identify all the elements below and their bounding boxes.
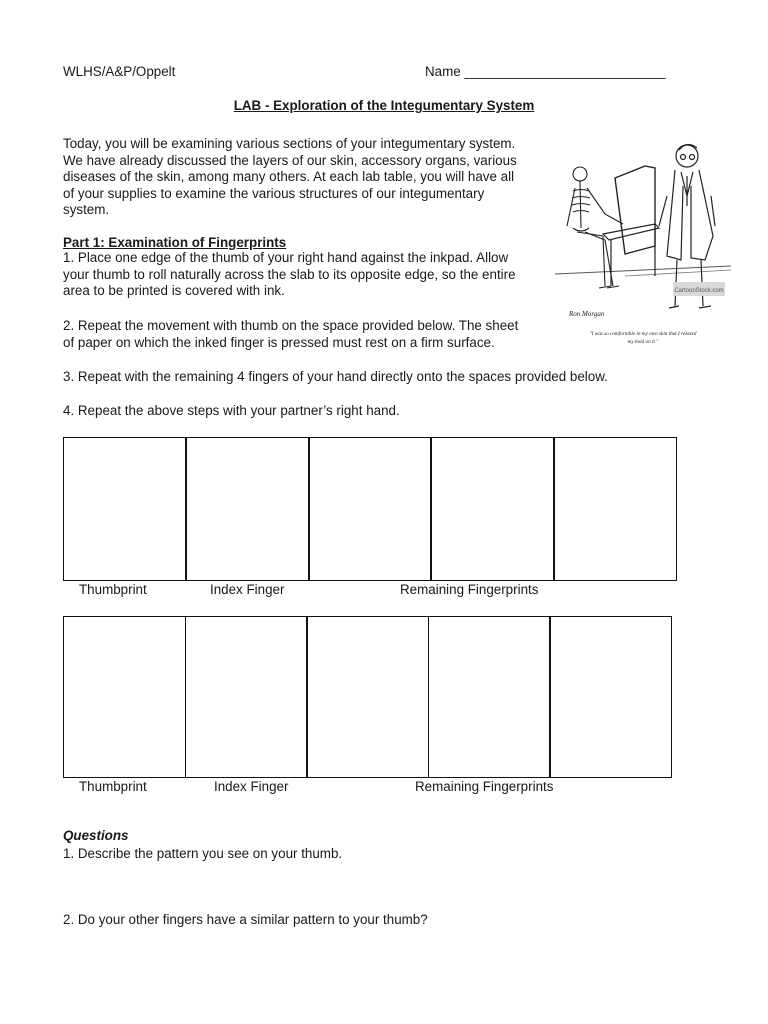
label-remaining-fingerprints: Remaining Fingerprints xyxy=(415,779,554,794)
label-index-finger: Index Finger xyxy=(214,779,289,794)
fingerprint-box-ring[interactable] xyxy=(428,616,551,778)
fingerprint-box-pinky[interactable] xyxy=(553,437,677,581)
step-2-line: of paper on which the inked finger is pressed must rest on a firm surface. xyxy=(63,334,495,350)
part1-heading: Part 1: Examination of Fingerprints xyxy=(63,235,287,250)
step-2 xyxy=(63,318,543,351)
course-code: WLHS/A&P/Oppelt xyxy=(63,64,176,79)
step-1-line: your thumb to roll naturally across the slab to its opposite edge, so the entire xyxy=(63,266,516,282)
fingerprint-box-index[interactable] xyxy=(186,437,310,581)
step-1 xyxy=(63,250,543,300)
step-3: 3. Repeat with the remaining 4 fingers of your hand directly onto the spaces provided below. xyxy=(63,369,608,384)
fingerprint-box-index[interactable] xyxy=(185,616,308,778)
step-1-line: 1. Place one edge of the thumb of your right hand against the inkpad. Allow xyxy=(63,250,509,265)
question-2: 2. Do your other fingers have a similar pattern to your thumb? xyxy=(63,912,428,927)
step-1-line: area to be printed is covered with ink. xyxy=(63,283,285,298)
fingerprint-grid-partner xyxy=(63,616,672,778)
label-thumbprint: Thumbprint xyxy=(79,582,147,597)
cartoon-signature: Ron Morgan xyxy=(569,310,605,318)
label-remaining-fingerprints: Remaining Fingerprints xyxy=(400,582,539,597)
cartoon-watermark: CartoonStock.com xyxy=(674,288,724,294)
question-1: 1. Describe the pattern you see on your thumb. xyxy=(63,846,343,861)
fingerprint-box-middle[interactable] xyxy=(306,616,429,778)
intro-line: Today, you will be examining various sections of your integumentary system. xyxy=(63,136,516,151)
fingerprint-box-thumb[interactable] xyxy=(63,616,186,778)
intro-line: of your supplies to examine the various structures of our integumentary xyxy=(63,185,485,201)
fingerprint-box-middle[interactable] xyxy=(308,437,432,581)
label-thumbprint: Thumbprint xyxy=(79,779,147,794)
fingerprint-box-ring[interactable] xyxy=(431,437,555,581)
cartoon-caption-line1: "I was so comfortable in my own skin that I relaxed xyxy=(589,331,697,337)
page-title: LAB - Exploration of the Integumentary System xyxy=(233,98,535,113)
cartoon-caption-line2: my hold on it." xyxy=(627,339,659,345)
fingerprint-box-thumb[interactable] xyxy=(63,437,187,581)
intro-line: diseases of the skin, among many others. At each lab table, you will have all xyxy=(63,169,515,184)
intro-paragraph xyxy=(63,136,543,219)
fingerprint-box-pinky[interactable] xyxy=(549,616,672,778)
name-field-label: Name ___________________________ xyxy=(425,64,666,79)
fingerprint-grid-self xyxy=(63,437,677,581)
intro-line: We have already discussed the layers of our skin, accessory organs, various xyxy=(63,152,517,168)
step-4: 4. Repeat the above steps with your partner’s right hand. xyxy=(63,403,400,418)
skeleton-cartoon xyxy=(555,136,731,352)
questions-heading: Questions xyxy=(63,828,129,843)
label-index-finger: Index Finger xyxy=(210,582,285,597)
step-2-line: 2. Repeat the movement with thumb on the space provided below. The sheet xyxy=(63,318,519,333)
intro-line: system. xyxy=(63,202,110,217)
